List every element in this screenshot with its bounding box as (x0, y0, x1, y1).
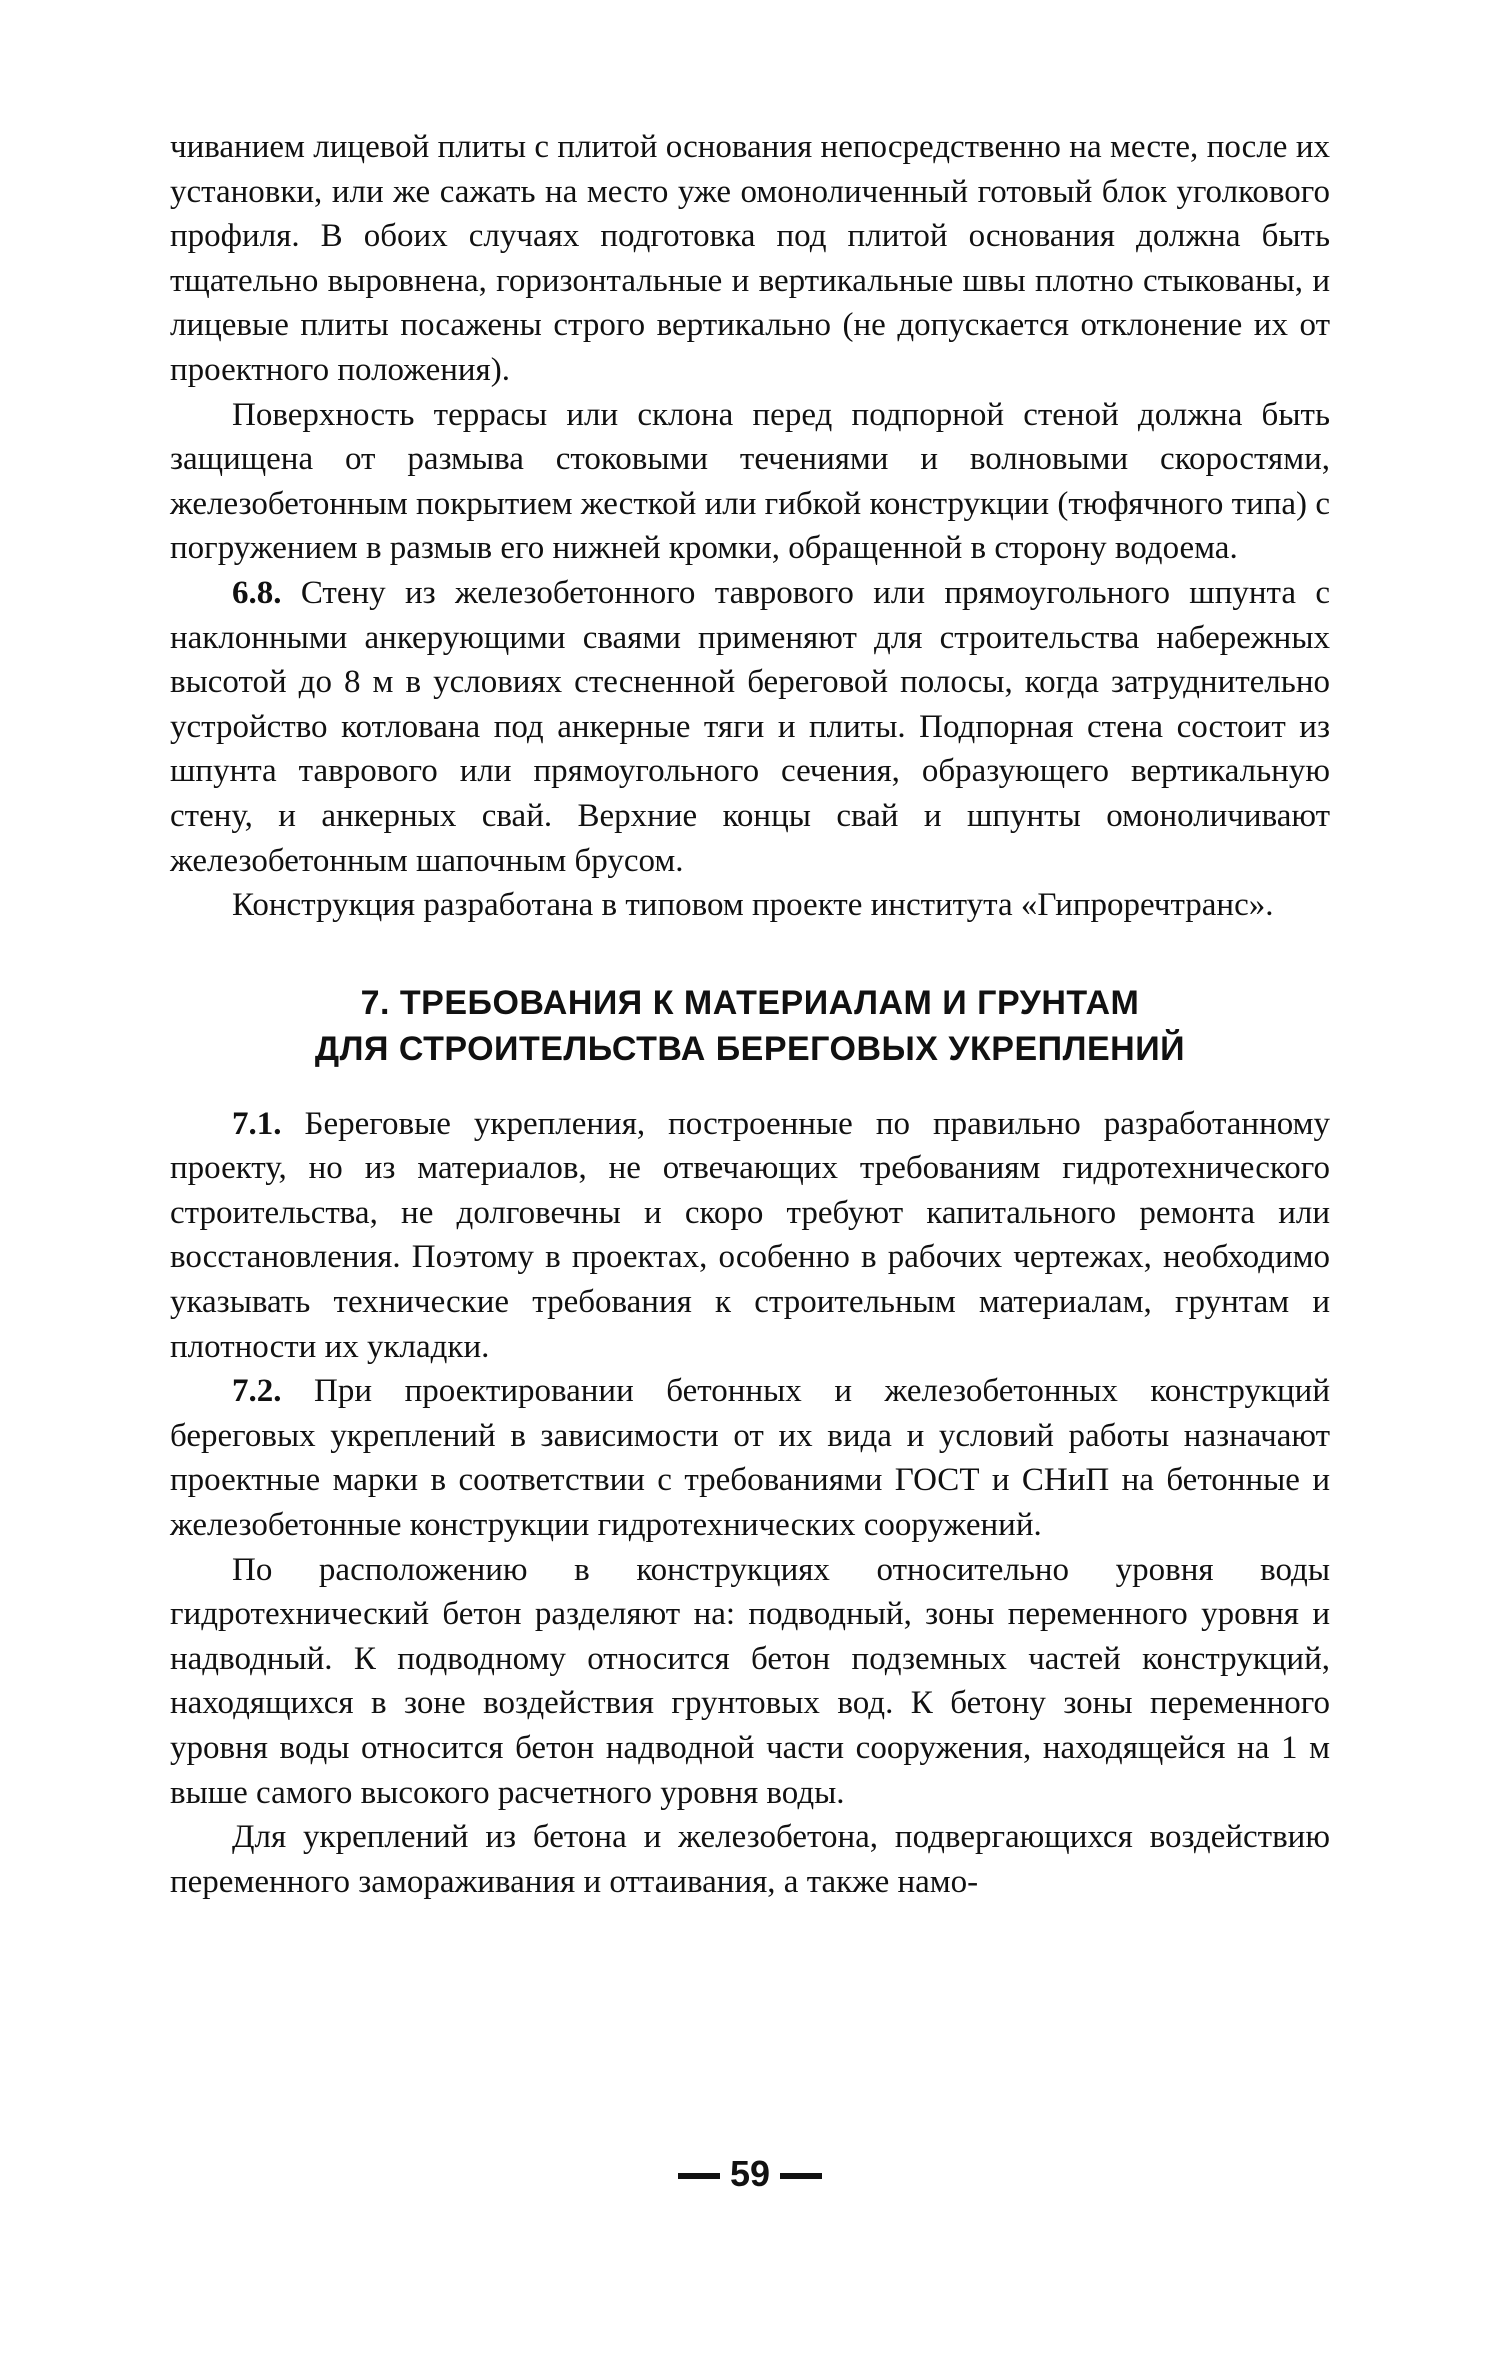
paragraph-text: Конструкция разработана в типовом проекте института «Гипроречтранс». (232, 887, 1274, 924)
paragraph-7-1 (170, 1102, 1330, 1370)
page-body (170, 125, 1330, 1904)
paragraph-text: При проектировании бетонных и железобетонных конструкций береговых укреплений в зависимости от их вида и условий работы назначают проектные марки в соответствии с требованиями ГОСТ и СНиП на бетонные и железобетонные конструкции гидротехнических сооружений. (170, 1373, 1330, 1544)
paragraph-retaining-wall-surface (170, 393, 1330, 571)
page-number-dash-right (780, 2173, 822, 2179)
paragraph-concrete-zones (170, 1548, 1330, 1816)
section-heading (170, 980, 1330, 1072)
paragraph-text: Поверхность террасы или склона перед подпорной стеной должна быть защищена от размыва стоковыми течениями и волновыми скоростями, железобетонным покрытием жесткой или гибкой конструкции (тюфячного типа) с погружением в размыв его нижней кромки, обращенной в сторону водоема. (170, 396, 1330, 567)
page-number-dash-left (678, 2173, 720, 2179)
paragraph-text: чиванием лицевой плиты с плитой основания непосредственно на месте, после их установки, или же сажать на место уже омоноличенный готовый блок уголкового профиля. В обоих случаях подготовка под плитой основания должна быть тщательно выровнена, горизонтальные и вертикальные швы плотно стыкованы, и лицевые плиты посажены строго вертикально (не допускается отклонение их от проектного положения). (170, 129, 1330, 388)
paragraph-number: 7.1. (232, 1105, 282, 1142)
paragraph-6-8 (170, 571, 1330, 883)
paragraph-7-2 (170, 1369, 1330, 1547)
section-heading-line-2: ДЛЯ СТРОИТЕЛЬСТВА БЕРЕГОВЫХ УКРЕПЛЕНИЙ (314, 1029, 1186, 1068)
paragraph-freeze-thaw (170, 1815, 1330, 1904)
page-number-value: 59 (729, 2153, 771, 2194)
paragraph-number: 6.8. (232, 574, 282, 611)
paragraph-number: 7.2. (232, 1373, 282, 1410)
paragraph-text: Для укреплений из бетона и железобетона, подвергающихся воздействию переменного замораживания и оттаивания, а также намо- (170, 1819, 1330, 1900)
paragraph-text: Береговые укрепления, построенные по правильно разработанному проекту, но из материалов, не отвечающих требованиям гидротехнического строительства, не долговечны и скоро требуют капитального ремонта или восстановления. Поэтому в проектах, особенно в рабочих чертежах, необходимо указывать технические требования к строительным материалам, грунтам и плотности их укладки. (170, 1105, 1330, 1365)
paragraph-text: По расположению в конструкциях относительно уровня воды гидротехнический бетон разделяют на: подводный, зоны переменного уровня и надводный. К подводному относится бетон подземных частей конструкций, находящихся в зоне воздействия грунтовых вод. К бетону зоны переменного уровня воды относится бетон надводной части сооружения, находящейся на 1 м выше самого высокого расчетного уровня воды. (170, 1551, 1330, 1811)
page-number (0, 2152, 1500, 2196)
section-heading-line-1: 7. ТРЕБОВАНИЯ К МАТЕРИАЛАМ И ГРУНТАМ (360, 983, 1140, 1022)
paragraph-design-reference (170, 883, 1330, 928)
paragraph-continuation (170, 125, 1330, 393)
paragraph-text: Стену из железобетонного таврового или прямоугольного шпунта с наклонными анкерующими сваями применяют для строительства набережных высотой до 8 м в условиях стесненной береговой полосы, когда затруднительно устройство котлована под анкерные тяги и плиты. Подпорная стена состоит из шпунта таврового или прямоугольного сечения, образующего вертикальную стену, и анкерных свай. Верхние концы свай и шпунты омоноличивают железобетонным шапочным брусом. (170, 574, 1330, 879)
